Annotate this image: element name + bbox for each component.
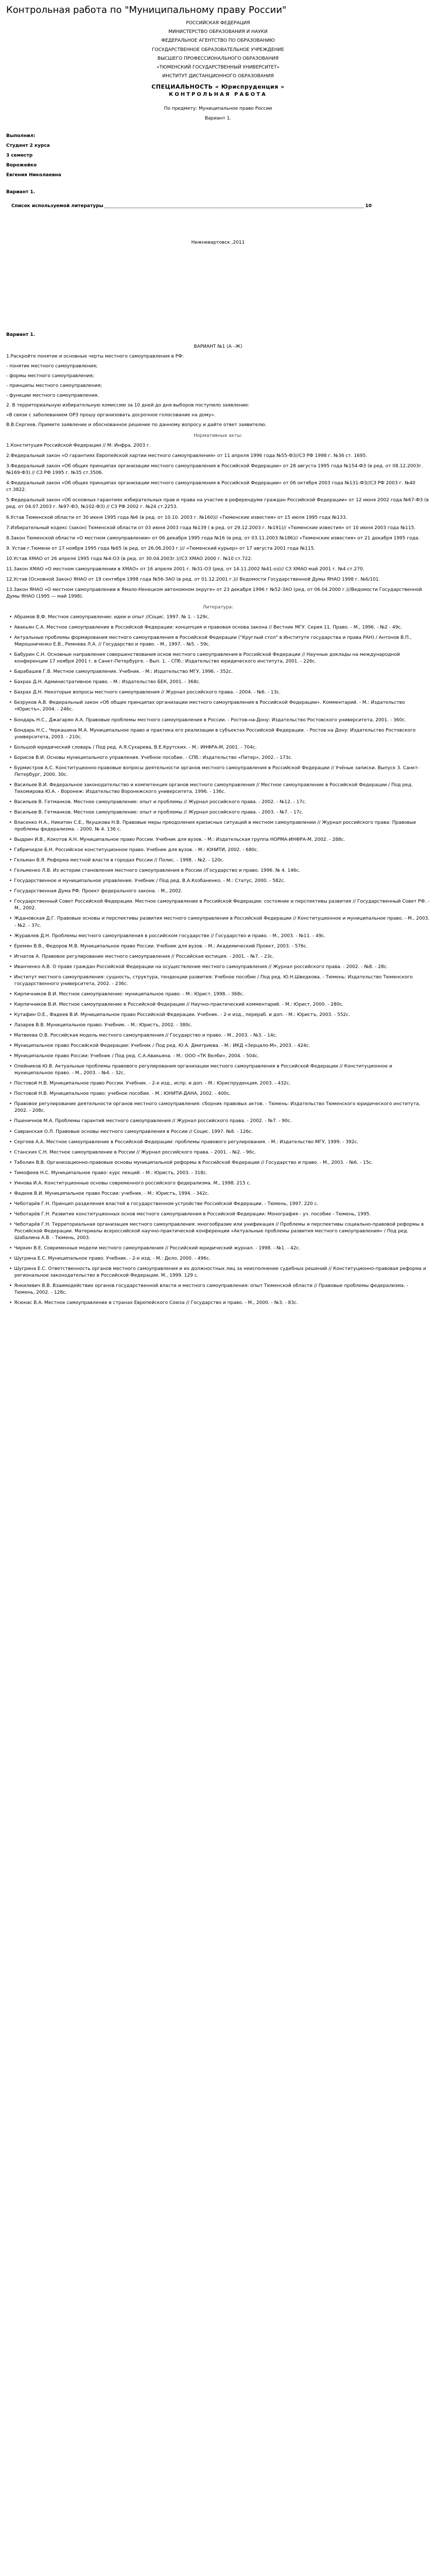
literature-item: • Чеботарёв Г.Н. Принцип разделения властей в государственном устройстве Российской Федерации. - Тюмень, 1997. 220 с. xyxy=(6,1201,430,1208)
literature-item: • Бондарь Н.С., Черкашина М.А. Муниципальное право и практика его реализации в субъектах Российской Федерации. - Ростов на Дону: Издательство Ростовского университета, 2003. - 210с. xyxy=(6,727,430,741)
literature-item: • Правовое регулирование деятельности органов местного самоуправления: сборник правовых актов. - Тюмень: Издательство Тюменского юридического института, 2002. - 208с. xyxy=(6,1101,430,1114)
variant-line: Вариант 1. xyxy=(204,116,232,122)
task-section-title: ВАРИАНТ №1 (А –Ж) xyxy=(194,344,242,349)
literature-item: • Ясюнас В.А. Местное самоуправление в странах Европейского Союза // Государство и право. - М., 2000. - №3. - 83с. xyxy=(6,1300,430,1307)
student-course: Студент 2 курса xyxy=(6,143,50,149)
literature-item: • Пшеничнов М.А. Проблемы гарантий местного самоуправления // Журнал российского права. - 2002. - №7. - 90с. xyxy=(6,1118,430,1125)
header-line: РОССИЙСКАЯ ФЕДЕРАЦИЯ xyxy=(186,21,250,26)
header-line: ИНСТИТУТ ДИСТАНЦИОННОГО ОБРАЗОВАНИЯ xyxy=(162,73,274,79)
literature-item: • Абрамов В.Ф. Местное самоуправление: идеи и опыт //Социс. 1997. № 1. - 129с. xyxy=(6,614,430,621)
city-year: Нижневартовск ,2011 xyxy=(191,240,245,245)
literature-item: • Янкилевич В.В. Взаимодействие органов государственной власти и местного самоуправления: опыт Тюменской области // Правовые проблемы федерализма. - Тюмень, 2002. - 128с. xyxy=(6,1283,430,1296)
specialty-heading: СПЕЦИАЛЬНОСТЬ « Юриспруденция » xyxy=(151,83,285,90)
literature-item: • Ждановская Д.Г. Правовые основы и перспективы развития местного самоуправления в Российской Федерации // Конституционное и муниципальное право. - М., 2003. - №2. - 37с. xyxy=(6,916,430,929)
literature-item: • Иванченко А.В. О праве граждан Российской Федерации на осуществление местного самоуправления // Журнал российского права. - 2002. - №8. - 28с. xyxy=(6,964,430,971)
literature-item: • Габричидзе Б.Н. Российское конституционное право. Учебник для вузов. - М.: ЮНИТИ, 2002. - 680с. xyxy=(6,847,430,854)
literature-item: • Кирпичников В.И. Местное самоуправление в Российской Федерации // Научно-практический комментарий. - М.: Юрист, 2000. - 280с. xyxy=(6,1002,430,1008)
page-title: Контрольная работа по "Муниципальному праву России" xyxy=(6,5,287,15)
literature-item: • Кирпичников В.И. Местное самоуправление: муниципальное право. - М.: Юрист, 1998. - 368с. xyxy=(6,991,430,998)
literature-item: • Сергеев А.А. Местное самоуправление в Российской Федерации: проблемы правового регулирования. - М.: Издательство МГУ, 1999. - 392с. xyxy=(6,1139,430,1146)
literature-item: • Чеботарёв Г.Н. Территориальная организация местного самоуправления: многообразие или унификация // Проблемы и перспективы социально-правовой реформы в Российской Федерации. Материалы всероссийской научно-практической конференции «Актуальные проблемы развития местного самоуправления» / Под ред. Шабалина А.В. - Тюмень, 2003. xyxy=(6,1222,430,1242)
literature-item: • Игнатов А. Правовое регулирование местного самоуправления // Российская юстиция. - 2001. - №7. - 23с. xyxy=(6,954,430,960)
literature-item: • Большой юридический словарь / Под ред. А.Я.Сухарева, В.Е.Крутских. - М.: ИНФРА-М, 2001. - 704с. xyxy=(6,744,430,751)
literature-item: • Власенко Н.А., Никитин С.Е., Якушкова Н.В. Правовые меры преодоления кризисных ситуаций в местном самоуправлении // Журнал российского права: Правовые проблемы федерализма. - 2000. № 4. 136 с. xyxy=(6,820,430,833)
act-item: 8.Закон Тюменской области «О местном самоуправлении» от 06 декабря 1995 года №16 (в ред. от 03.11.2003 №186)// «Тюменские известия» от 21 декабря 1995 года. xyxy=(6,535,420,541)
act-item: 4.Федеральный закон «Об общих принципах организации местного самоуправления в Российской Федерации» от 06 октября 2003 года №131-ФЗ//СЗ РФ 2003 г. №40 ст.3822. xyxy=(6,481,415,493)
literature-item: • Олейников Ю.В. Актуальные проблемы правового регулирования организации местного самоуправления в Российской Федерации // Конституционное и муниципальное право. - М., 2003. - №4. - 32с. xyxy=(6,1063,430,1077)
act-item: 1.Конституция Российской Федерации // М: Инфра, 2003 г. xyxy=(6,443,151,449)
literature-item: • Матвеева О.В. Российская модель местного самоуправления // Государство и право. - М., 2003. - №3. - 14с. xyxy=(6,1032,430,1039)
act-item: 7.Избирательный кодекс (закон) Тюменской области от 03 июня 2003 года №139 ( в ред. от 29.12.2003 г. №191)// «Тюменские известия» от 10 июня 2003 года №115. xyxy=(6,525,416,531)
toc-leader xyxy=(104,203,364,208)
literature-item: • Тимофеев Н.С. Муниципальное право: курс лекций. - М.: Юристъ, 2003. - 318с. xyxy=(6,1170,430,1177)
student-name: Евгения Николаевна xyxy=(6,173,61,178)
acts-heading: Нормативные акты: xyxy=(194,433,242,439)
task-paragraph: 1.Раскройте понятие и основные черты местного самоуправления в РФ: xyxy=(6,353,184,359)
task-paragraph: В.В.Сергеев. Примите заявление и обоснованное решение по данному вопросу и дайте ответ заявителю. xyxy=(6,422,267,428)
act-item: 9. Устав г.Тюмени от 17 ноября 1995 года №65 (в ред. от 26.06.2003 г.)// «Тюменский курьер» от 17 августа 2001 года №115. xyxy=(6,546,316,551)
work-title: КОНТРОЛЬНАЯ РАБОТА xyxy=(169,91,267,97)
task-paragraph: «В связи с заболеванием ОРЗ прошу организовать досрочное голосование на дому». xyxy=(6,413,216,418)
literature-item: • Станских С.Н. Местное самоуправление в России // Журнал российского права. - 2001. - №2. - 96с. xyxy=(6,1149,430,1156)
task-text xyxy=(6,353,430,429)
literature-item: • Выдрин И.В., Кокотов А.Н. Муниципальное право России. Учебник для вузов. - М.: Издательская группа НОРМА-ИНФРА-М, 2002. - 288с. xyxy=(6,837,430,843)
literature-item: • Васильев В. Гетманков. Местное самоуправление: опыт и проблемы // Журнал российского права. - 2002. - №12. - 17с. xyxy=(6,799,430,806)
act-item: 3.Федеральный закон «Об общих принципах организации местного самоуправления в Российской Федерации» от 28 августа 1995 года №154-ФЗ (в ред. от 08.12.2003г. №169-ФЗ) // СЗ РФ 1995 г. №35 ст.3506. xyxy=(6,464,423,476)
task-paragraph: - формы местного самоуправления; xyxy=(6,373,94,379)
act-item: 6.Устав Тюменской области от 30 июня 1995 года №6 (в ред. от 10.10. 2003 г. №160)// «Тюменские известия» от 15 июля 1995 года №133. xyxy=(6,515,347,520)
literature-item: • Бабурин С.Н. Основные направления совершенствования основ местного самоуправления в Российской Федерации // Научные доклады на международной конференции 17 ноября 2001 г. в Санкт-Петербурге. - Вып. 1. - СПб.: Издательство юридического института, 2001. - 226с. xyxy=(6,652,430,665)
literature-item: • Фадеев В.И. Муниципальное право России: учебник. - М.: Юристъ, 1994. - 342с. xyxy=(6,1191,430,1197)
literature-item: • Государственный Совет Российской Федерации. Местное самоуправление в Российской Федерации: состояние и перспективы развития // Государственный Совет РФ. - М., 2002. xyxy=(6,899,430,912)
literature-item: • Муниципальное право России: Учебник / Под ред. С.А.Авакьяна. - М.: ООО «ТК Велби», 2004. - 504с. xyxy=(6,1053,430,1060)
toc xyxy=(6,188,430,212)
literature-item: • Чиркин В.Е. Современные модели местного самоуправления // Российский юридический журнал. - 1998. - №1. - 42с. xyxy=(6,1245,430,1252)
literature-item: • Барабашев Г.В. Местное самоуправление. Учебник. - М.: Издательство МГУ, 1996. - 352с. xyxy=(6,669,430,675)
literature-item: • Бахрах Д.Н. Некоторые вопросы местного самоуправления // Журнал российского права. - 2004. - №6. - 13с. xyxy=(6,689,430,696)
subject-line: По предмету: Муниципальное право России xyxy=(164,106,272,112)
task-paragraph: - понятие местного самоуправления; xyxy=(6,363,98,369)
literature-item: • Журавлев Д.Н. Проблемы местного самоуправления в российском государстве // Государство и право. - М., 2003. - №11. - 49с. xyxy=(6,933,430,940)
literature-item: • Постовой Н.В. Муниципальное право: учебное пособие. - М.: ЮНИТИ-ДАНА, 2002. - 400с. xyxy=(6,1091,430,1097)
acts-list xyxy=(6,443,430,600)
literature-item: • Безруков А.В. Федеральный закон «Об общих принципах организации местного самоуправления в Российской Федерации». Комментарий. - М.: Издательство «Юристъ», 2004. - 246с. xyxy=(6,700,430,713)
student-surname: Ворожейко xyxy=(6,163,37,168)
literature-list xyxy=(6,614,430,1307)
toc-entry-label: Список используемой литературы xyxy=(11,203,103,209)
literature-item: • Бондарь Н.С., Джагарян А.А. Правовые проблемы местного самоуправления в России. - Ростов-на-Дону: Издательство Ростовского университета, 2001. - 360с. xyxy=(6,717,430,724)
literature-item: • Государственная Дума РФ. Проект федерального закона. - М., 2002. xyxy=(6,888,430,895)
toc-entry[interactable] xyxy=(11,201,372,211)
literature-item: • Институт местного самоуправления: сущность, структура, тенденции развития: Учебное пособие / Под ред. Ю.Н.Шведкова. - Тюмень: Издательство Тюменского государственного университета, 2002. - 236с. xyxy=(6,974,430,988)
literature-item: • Чеботарёв Г.Н. Развитие конституционных основ местного самоуправления в Российской Федерации: Монография - уч. пособие - Тюмень, 1995. xyxy=(6,1211,430,1218)
act-item: 12.Устав (Основной Закон) ЯНАО от 19 сентября 1998 года №56-ЗАО (в ред. от 01.12.2001 г.)// Ведомости Государственной Думы ЯНАО 1998 г. №6/101. xyxy=(6,577,380,582)
variant-heading: Вариант 1. xyxy=(6,332,36,337)
literature-item: • Авакьян С.А. Местное самоуправление в Российской Федерации: концепция и правовая основа закона // Вестник МГУ. Серия 11. Право. - М., 1996. - №2 - 49с. xyxy=(6,624,430,631)
literature-item: • Борисов В.И. Основы муниципального управления. Учебное пособие. - СПб.: Издательство «Питер», 2002. - 173с. xyxy=(6,755,430,761)
task-paragraph: 2. В территориальную избирательную комиссию за 10 дней до дня выборов поступило заявление: xyxy=(6,402,250,408)
literature-item: • Савранская О.Л. Правовые основы местного самоуправления в России // Социс. 1997. №8. - 126с. xyxy=(6,1129,430,1136)
literature-item: • Бурмистров А.С. Конституционно-правовые вопросы деятельности органов местного самоуправления в Российской Федерации // Учёные записки. Выпуск 3. Санкт-Петербург, 2000. 30с. xyxy=(6,765,430,778)
semester: 3 семестр xyxy=(6,153,33,159)
literature-item: • Бахрах Д.Н. Административное право. - М.: Издательство БЕК, 2001. - 368с. xyxy=(6,679,430,686)
toc-heading: Вариант 1. xyxy=(6,190,36,195)
act-item: 13.Закон ЯНАО «О местном самоуправлении в Ямало-Ненецком автономном округе» от 23 декабря 1996 г №52-ЗАО (ред. от 06.04.2000 г.)//Ведомости Государственной Думы ЯНАО (1995 — май 1998). xyxy=(6,587,422,599)
university-header xyxy=(6,19,430,80)
act-item: 5.Федеральный закон «Об основных гарантиях избирательных прав и права на участие в референдуме граждан Российской Федерации» от 12 июня 2002 года №67-ФЗ (в ред. от 04.07.2003 г. №97-ФЗ, №102-ФЗ) // СЗ РФ 2002 г. №24 ст.2253. xyxy=(6,498,429,510)
act-item: 2.Федеральный закон «О гарантиях Европейской хартии местного самоуправления» от 11 апреля 1996 года №55-ФЗ//СЗ РФ 1998 г. №36 ст. 1695. xyxy=(6,453,368,459)
literature-heading: Литература: xyxy=(202,604,234,610)
literature-item: • Муниципальное право Российской Федерации: Учебник / Под ред. Ю.А. Дмитриева. - М.: ИКД «Зерцало-М», 2003. - 424с. xyxy=(6,1043,430,1049)
toc-entry-page: 10 xyxy=(365,203,372,209)
literature-item: • Васильев В.И. Федеральное законодательство и компетенция органов местного самоуправления // Местное самоуправление в Российской Федерации / Под ред. Тихомирова Ю.А. - Воронеж: Издательство Воронежского университета, 1996. - 136с. xyxy=(6,782,430,795)
header-line: ГОСУДАРСТВЕННОЕ ОБРАЗОВАТЕЛЬНОЕ УЧРЕЖДЕНИЕ xyxy=(152,47,284,53)
literature-item: • Актуальные проблемы формирования местного самоуправления в Российской Федерации ("Круглый стол" в Институте государства и права РАН) / Антонов В.П., Мирошниченко Е.В., Ремнева Л.А. // Государство и право. - М., 1997. - №5. - 59с. xyxy=(6,635,430,648)
header-line: ВЫСШЕГО ПРОФЕССИОНАЛЬНОГО ОБРАЗОВАНИЯ xyxy=(157,56,279,61)
literature-item: • Гельман В.Я. Реформа местной власти в городах России // Полис. - 1998. - №2. - 120с. xyxy=(6,857,430,864)
literature-item: • Шугрина Е.С. Ответственность органов местного самоуправления и их должностных лиц за неисполнение судебных решений // Конституционно-правовая реформа и региональное законодательство в Российской Федерации. М., 1999. 129 с. xyxy=(6,1266,430,1279)
task-paragraph: - принципы местного самоуправления; xyxy=(6,383,102,388)
literature-item: • Еремян В.В., Федоров М.В. Муниципальное право России. Учебник для вузов. - М.: Академический Проект, 2003. - 576с. xyxy=(6,943,430,950)
student-info xyxy=(6,131,430,180)
literature-item: • Умнова И.А. Конституционные основы современного российского федерализма. М., 1998. 215 с. xyxy=(6,1180,430,1187)
literature-item: • Лазарев В.В. Муниципальное право. Учебник. - М.: Юристъ, 2002. - 380с. xyxy=(6,1022,430,1029)
literature-item: • Таболин В.В. Организационно-правовые основы муниципальной реформы в Российской Федерации // Государство и право. - М., 2003. - №6. - 15с. xyxy=(6,1160,430,1166)
literature-item: • Кутафин О.Е., Фадеев В.И. Муниципальное право Российской Федерации. Учебник. - 2-е изд., перераб. и доп. - М.: Юристъ, 2003. - 552с. xyxy=(6,1012,430,1019)
literature-item: • Гельменко Л.В. Из истории становления местного самоуправления в России //Государство и право. 1996. № 4. 146с. xyxy=(6,868,430,874)
literature-item: • Государственное и муниципальное управление. Учебник / Под ред. В.А.Козбаненко. - М.: Статус, 2000. - 582с. xyxy=(6,878,430,885)
header-line: «ТЮМЕНСКИЙ ГОСУДАРСТВЕННЫЙ УНИВЕРСИТЕТ» xyxy=(156,64,280,70)
act-item: 10.Устав ХМАО от 26 апреля 1995 года №4-ОЗ (в ред. от 30.04.2003г.)//СЗ ХМАО 2000 г. №10 ст.722. xyxy=(6,556,253,562)
literature-item: • Постовой Н.В. Муниципальное право России. Учебник. - 2-е изд., испр. и доп. - М.: Юриспруденция, 2003. - 432с. xyxy=(6,1080,430,1087)
literature-item: • Шугрина Е.С. Муниципальное право. Учебник. - 2-е изд. - М.: Дело, 2000. - 496с. xyxy=(6,1256,430,1262)
header-line: ФЕДЕРАЛЬНОЕ АГЕНТСТВО ПО ОБРАЗОВАНИЮ xyxy=(161,38,275,44)
performed-label: Выполнил: xyxy=(6,133,36,139)
literature-item: • Васильев В. Гетманков. Местное самоуправление: опыт и проблемы // Журнал российского права. - 2003. - №7. - 17с. xyxy=(6,809,430,816)
act-item: 11.Закон ХМАО «О местном самоуправлении в ХМАО» от 16 апреля 2001 г. №31-ОЗ (ред. от 14.11.2002 №41-оз)// СЗ ХМАО май 2001 г. №4 ст.270. xyxy=(6,566,364,572)
header-line: МИНИСТЕРСТВО ОБРАЗОВАНИЯ И НАУКИ xyxy=(168,29,268,35)
task-paragraph: - функции местного самоуправления. xyxy=(6,393,99,398)
